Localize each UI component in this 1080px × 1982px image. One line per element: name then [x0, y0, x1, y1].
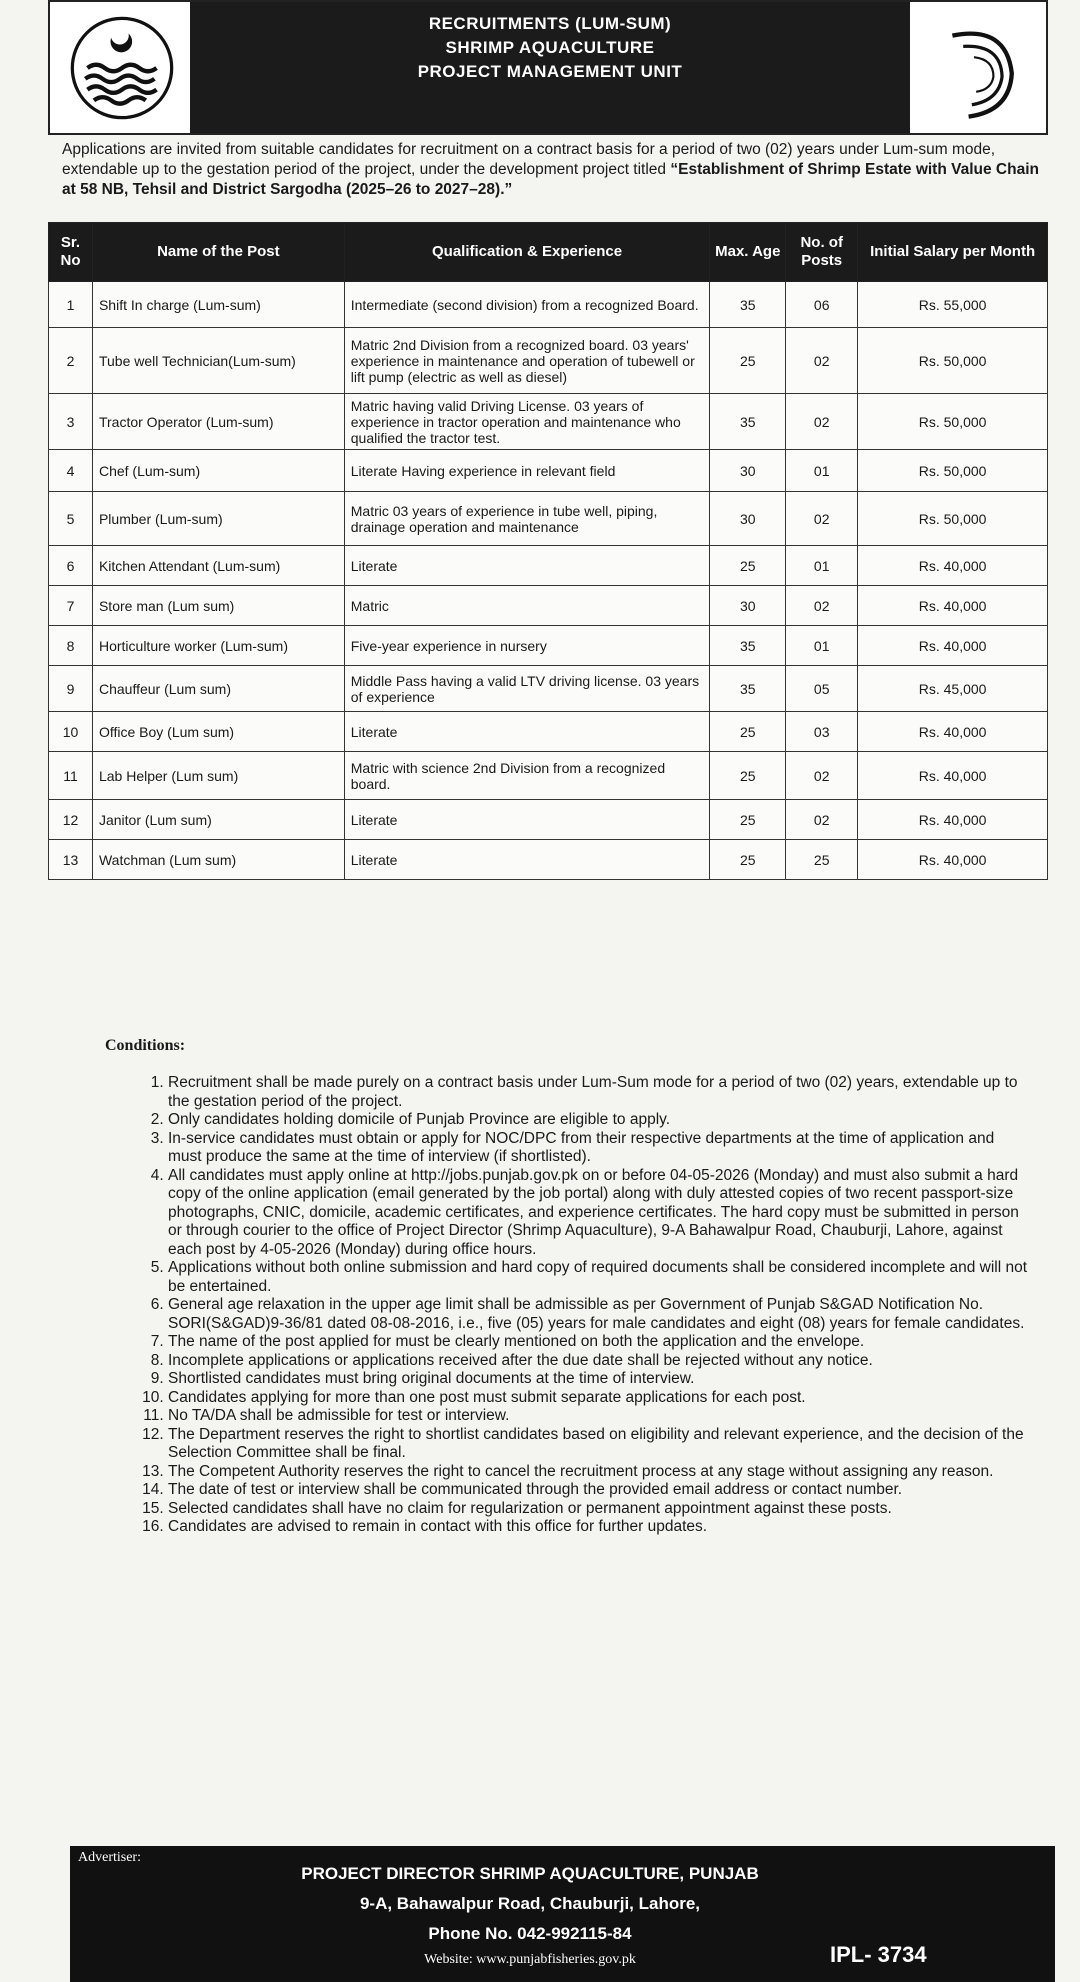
cell-post-name: Tube well Technician(Lum-sum): [92, 328, 344, 394]
cell-no-of-posts: 02: [786, 492, 858, 546]
col-header-sr: Sr. No: [49, 223, 93, 282]
cell-sr: 2: [49, 328, 93, 394]
cell-max-age: 25: [710, 546, 786, 586]
cell-qualification: Matric with science 2nd Division from a recognized board.: [344, 752, 710, 800]
col-header-posts: No. of Posts: [786, 223, 858, 282]
intro-paragraph: [62, 140, 1052, 200]
table-header-row: [49, 223, 1048, 282]
cell-sr: 4: [49, 450, 93, 492]
cell-qualification: Matric having valid Driving License. 03 years of experience in tractor operation and maintenance who qualified the tractor test.: [344, 394, 710, 450]
table-row: [49, 840, 1048, 880]
cell-no-of-posts: 02: [786, 328, 858, 394]
condition-item: 2. Only candidates holding domicile of Punjab Province are eligible to apply.: [168, 1111, 1028, 1130]
cell-post-name: Shift In charge (Lum-sum): [92, 282, 344, 328]
cell-qualification: Literate Having experience in relevant field: [344, 450, 710, 492]
cell-sr: 12: [49, 800, 93, 840]
header-title-line3: PROJECT MANAGEMENT UNIT: [417, 62, 683, 81]
cell-max-age: 25: [710, 800, 786, 840]
condition-item: 11. No TA/DA shall be admissible for test or interview.: [168, 1407, 1028, 1426]
cell-salary: Rs. 50,000: [858, 394, 1048, 450]
cell-sr: 5: [49, 492, 93, 546]
col-header-post: Name of the Post: [92, 223, 344, 282]
header-title-line2: SHRIMP AQUACULTURE: [445, 38, 655, 57]
table-row: [49, 752, 1048, 800]
cell-post-name: Chef (Lum-sum): [92, 450, 344, 492]
cell-sr: 9: [49, 666, 93, 712]
cell-no-of-posts: 05: [786, 666, 858, 712]
conditions-title: Conditions:: [105, 1037, 186, 1054]
condition-item: 10. Candidates applying for more than one post must submit separate applications for each post.: [168, 1389, 1028, 1408]
cell-salary: Rs. 50,000: [858, 328, 1048, 394]
cell-salary: Rs. 40,000: [858, 752, 1048, 800]
cell-qualification: Literate: [344, 712, 710, 752]
cell-qualification: Literate: [344, 546, 710, 586]
cell-no-of-posts: 01: [786, 626, 858, 666]
table-row: [49, 328, 1048, 394]
cell-no-of-posts: 01: [786, 546, 858, 586]
cell-salary: Rs. 40,000: [858, 712, 1048, 752]
cell-sr: 11: [49, 752, 93, 800]
cell-no-of-posts: 02: [786, 800, 858, 840]
cell-post-name: Chauffeur (Lum sum): [92, 666, 344, 712]
table-row: [49, 586, 1048, 626]
footer-phone: Phone No. 042-992115-84: [428, 1924, 632, 1943]
cell-sr: 10: [49, 712, 93, 752]
intro-text: Applications are invited from suitable candidates for recruitment on a contract basis for a period of two (02) years under Lum-sum mode, extendable up to the gestation period of the project, under the development project titled: [62, 141, 996, 178]
cell-sr: 1: [49, 282, 93, 328]
shrimp-logo-icon: [920, 14, 1028, 122]
cell-post-name: Store man (Lum sum): [92, 586, 344, 626]
header-title-line1: RECRUITMENTS (LUM-SUM): [428, 14, 672, 33]
cell-max-age: 25: [710, 752, 786, 800]
condition-item: 12. The Department reserves the right to shortlist candidates based on eligibility and relevant experience, and the decision of the Selection Committee shall be final.: [168, 1426, 1028, 1463]
posts-table: [48, 222, 1048, 880]
cell-no-of-posts: 01: [786, 450, 858, 492]
cell-no-of-posts: 25: [786, 840, 858, 880]
condition-item: 1. Recruitment shall be made purely on a contract basis under Lum-Sum mode for a period of two (02) years, extendable up to the gestation period of the project.: [168, 1074, 1028, 1111]
header-banner: [48, 0, 1048, 135]
cell-no-of-posts: 06: [786, 282, 858, 328]
cell-post-name: Watchman (Lum sum): [92, 840, 344, 880]
table-row: [49, 282, 1048, 328]
condition-item: 14. The date of test or interview shall be communicated through the provided email address or contact number.: [168, 1481, 1028, 1500]
cell-salary: Rs. 40,000: [858, 626, 1048, 666]
condition-item: 5. Applications without both online submission and hard copy of required documents shall be considered incomplete and will not be entertained.: [168, 1259, 1028, 1296]
condition-item[interactable]: 4. All candidates must apply online at http://jobs.punjab.gov.pk on or before 04-05-2026 (Monday) and must also submit a hard copy of the online application (email generated by the job portal) along with duly attested copies of two recent passport-size photographs, CNIC, domicile, academic certificates, and experience certificates. The hard copy must be submitted in person or through courier to the office of Project Director (Shrimp Aquaculture), 9-A Bahawalpur Road, Chauburji, Lahore, against each post by 4-05-2026 (Monday) during office hours.: [168, 1167, 1028, 1260]
cell-qualification: Five-year experience in nursery: [344, 626, 710, 666]
table-row: [49, 800, 1048, 840]
cell-qualification: Matric: [344, 586, 710, 626]
cell-salary: Rs. 50,000: [858, 492, 1048, 546]
cell-post-name: Office Boy (Lum sum): [92, 712, 344, 752]
table-row: [49, 666, 1048, 712]
cell-max-age: 30: [710, 492, 786, 546]
project-title: “Establishment of Shrimp Estate with Value Chain at 58 NB, Tehsil and District Sargodha (2025–26 to 2027–28).”: [62, 161, 1039, 198]
cell-no-of-posts: 03: [786, 712, 858, 752]
condition-item: 9. Shortlisted candidates must bring original documents at the time of interview.: [168, 1370, 1028, 1389]
cell-max-age: 35: [710, 626, 786, 666]
table-row: [49, 394, 1048, 450]
condition-item: 3. In-service candidates must obtain or apply for NOC/DPC from their respective departments at the time of application and must produce the same at the time of interview (if shortlisted).: [168, 1130, 1028, 1167]
cell-salary: Rs. 45,000: [858, 666, 1048, 712]
condition-item: 15. Selected candidates shall have no claim for regularization or permanent appointment against these posts.: [168, 1500, 1028, 1519]
cell-max-age: 35: [710, 666, 786, 712]
punjab-government-logo-icon: [68, 14, 176, 122]
table-row: [49, 450, 1048, 492]
cell-salary: Rs. 40,000: [858, 586, 1048, 626]
conditions-list: [130, 1074, 1028, 1537]
cell-qualification: Literate: [344, 840, 710, 880]
cell-post-name: Tractor Operator (Lum-sum): [92, 394, 344, 450]
cell-max-age: 30: [710, 586, 786, 626]
cell-max-age: 25: [710, 840, 786, 880]
cell-post-name: Horticulture worker (Lum-sum): [92, 626, 344, 666]
footer-website: Website: www.punjabfisheries.gov.pk: [424, 1952, 636, 1967]
cell-max-age: 35: [710, 394, 786, 450]
table-row: [49, 626, 1048, 666]
cell-salary: Rs. 40,000: [858, 840, 1048, 880]
condition-item: 7. The name of the post applied for must be clearly mentioned on both the application and the envelope.: [168, 1333, 1028, 1352]
condition-item: 13. The Competent Authority reserves the right to cancel the recruitment process at any stage without assigning any reason.: [168, 1463, 1028, 1482]
condition-item: 6. General age relaxation in the upper age limit shall be admissible as per Government of Punjab S&GAD Notification No. SORI(S&GAD)9-36/81 dated 08-08-2016, i.e., five (05) years for male candidates and eight (08) years for female candidates.: [168, 1296, 1028, 1333]
footer-address: 9-A, Bahawalpur Road, Chauburji, Lahore,: [359, 1894, 701, 1913]
cell-qualification: Middle Pass having a valid LTV driving license. 03 years of experience: [344, 666, 710, 712]
cell-no-of-posts: 02: [786, 752, 858, 800]
cell-salary: Rs. 40,000: [858, 546, 1048, 586]
cell-salary: Rs. 40,000: [858, 800, 1048, 840]
ipl-number: IPL- 3734: [830, 1942, 927, 1967]
cell-qualification: Intermediate (second division) from a recognized Board.: [344, 282, 710, 328]
table-row: [49, 546, 1048, 586]
cell-max-age: 25: [710, 328, 786, 394]
table-row: [49, 712, 1048, 752]
cell-sr: 6: [49, 546, 93, 586]
col-header-qualification: Qualification & Experience: [344, 223, 710, 282]
cell-post-name: Plumber (Lum-sum): [92, 492, 344, 546]
cell-sr: 13: [49, 840, 93, 880]
cell-post-name: Lab Helper (Lum sum): [92, 752, 344, 800]
condition-item: 16. Candidates are advised to remain in contact with this office for further updates.: [168, 1518, 1028, 1537]
cell-sr: 7: [49, 586, 93, 626]
cell-max-age: 25: [710, 712, 786, 752]
cell-no-of-posts: 02: [786, 394, 858, 450]
col-header-age: Max. Age: [710, 223, 786, 282]
cell-sr: 8: [49, 626, 93, 666]
cell-salary: Rs. 50,000: [858, 450, 1048, 492]
cell-sr: 3: [49, 394, 93, 450]
cell-qualification: Matric 03 years of experience in tube well, piping, drainage operation and maintenance: [344, 492, 710, 546]
col-header-salary: Initial Salary per Month: [858, 223, 1048, 282]
cell-salary: Rs. 55,000: [858, 282, 1048, 328]
cell-post-name: Janitor (Lum sum): [92, 800, 344, 840]
cell-max-age: 35: [710, 282, 786, 328]
cell-post-name: Kitchen Attendant (Lum-sum): [92, 546, 344, 586]
cell-no-of-posts: 02: [786, 586, 858, 626]
cell-qualification: Literate: [344, 800, 710, 840]
cell-max-age: 30: [710, 450, 786, 492]
cell-qualification: Matric 2nd Division from a recognized board. 03 years' experience in maintenance and operation of tubewell or lift pump (electric as well as diesel): [344, 328, 710, 394]
condition-item: 8. Incomplete applications or applications received after the due date shall be rejected without any notice.: [168, 1352, 1028, 1371]
advertiser-footer: [70, 1846, 1055, 1982]
advertiser-label: Advertiser:: [78, 1850, 141, 1865]
footer-office-name: PROJECT DIRECTOR SHRIMP AQUACULTURE, PUNJAB: [301, 1864, 759, 1883]
table-row: [49, 492, 1048, 546]
